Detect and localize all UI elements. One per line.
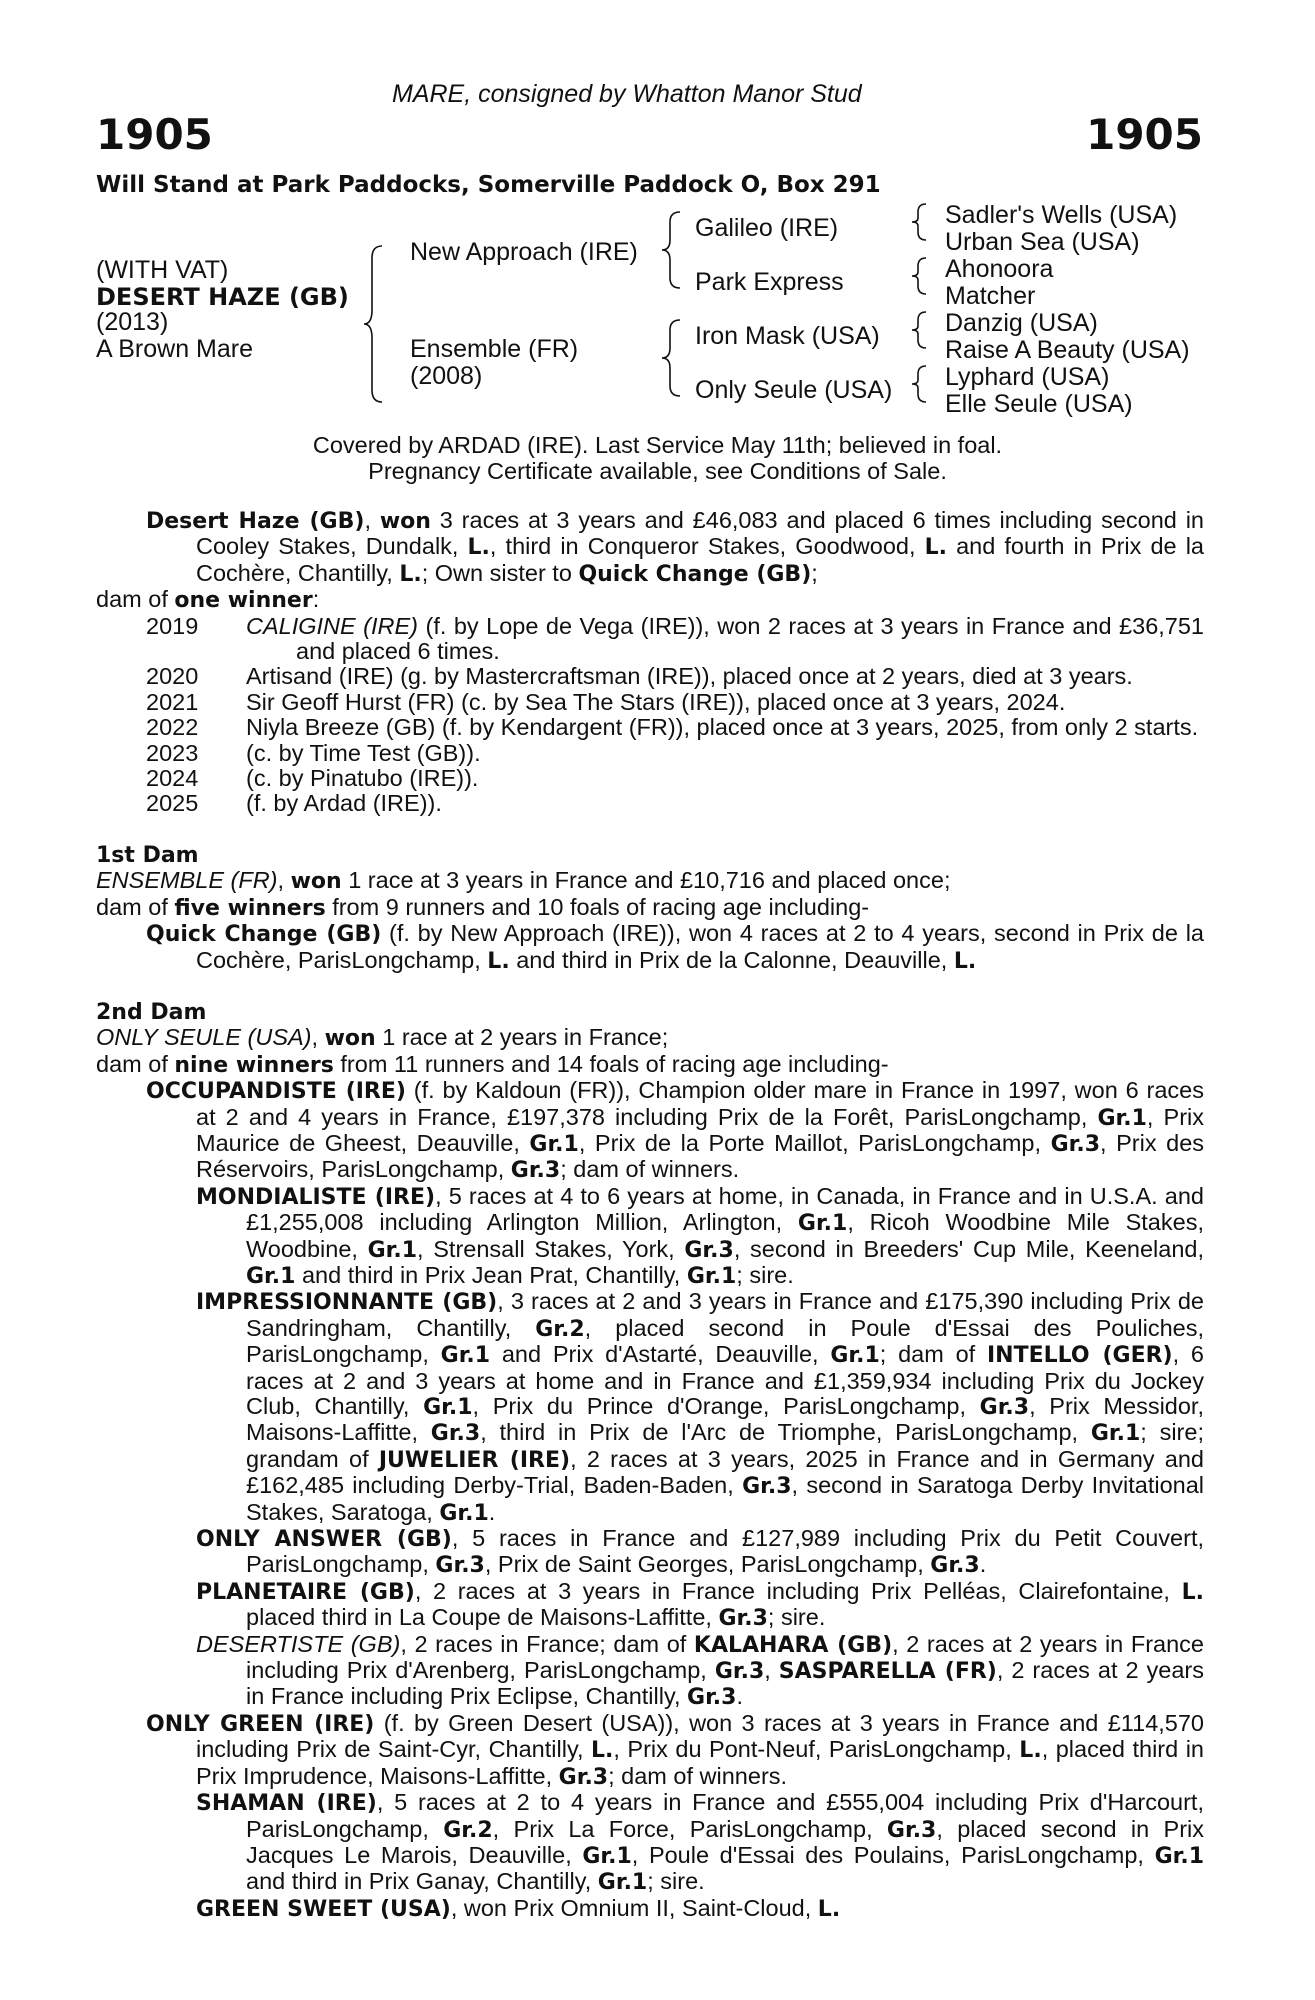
- gg-brace-2: [910, 256, 930, 296]
- sire-brace: [666, 210, 686, 290]
- shaman-entry: SHAMAN (IRE), 5 races at 2 to 4 years in France and £555,004 including Prix d'Harcourt, ParisLongchamp, Gr.2, Prix La Force, ParisLongchamp, Gr.3, placed second in Prix Jacques Le Marois, Deauville, Gr.1, Poule d'Essai des Poulains, ParisLongchamp, Gr.1 and third in Prix Ganay, Chantilly, Gr.1; sire.: [196, 1789, 1205, 1896]
- dam-name: Ensemble (FR): [410, 335, 579, 363]
- lot-number-left: 1905: [96, 110, 213, 159]
- foal-row: 2021 Sir Geoff Hurst (FR) (c. by Sea The Stars (IRE)), placed once at 3 years, 2024.: [146, 688, 1066, 715]
- first-dam-produce: dam of five winners from 9 runners and 10 foals of racing age including-: [96, 893, 870, 921]
- gg-brace-1: [910, 202, 930, 242]
- foal-row: 2024 (c. by Pinatubo (IRE)).: [146, 765, 479, 792]
- horse-description: A Brown Mare: [96, 335, 254, 363]
- horse-year: (2013): [96, 308, 169, 336]
- stabling-location: Will Stand at Park Paddocks, Somerville Paddock O, Box 291: [96, 172, 881, 198]
- planetaire-entry: PLANETAIRE (GB), 2 races at 3 years in France including Prix Pelléas, Clairefontaine, L. placed third in La Coupe de Maisons-Laffitte, Gr.3; sire.: [196, 1577, 1204, 1632]
- horse-name: DESERT HAZE (GB): [96, 283, 349, 311]
- sire-name: New Approach (IRE): [410, 238, 638, 266]
- mondialiste-entry: MONDIALISTE (IRE), 5 races at 4 to 6 years at home, in Canada, in France and in U.S.A. and £1,255,008 including Arlington Million, Arlington, Gr.1, Ricoh Woodbine Mile Stakes, Woodbine, Gr.1, Strensall Stakes, York, Gr.3, second in Breeders' Cup Mile, Keeneland, Gr.1 and third in Prix Jean Prat, Chantilly, Gr.1; sire.: [196, 1182, 1204, 1289]
- dam-dam-name: Only Seule (USA): [695, 376, 893, 404]
- gg-8: Elle Seule (USA): [945, 390, 1133, 418]
- lot-number-right: 1905: [1086, 110, 1203, 159]
- dam-of-line: dam of one winner:: [96, 586, 320, 614]
- pedigree-main-brace: [368, 244, 388, 404]
- desertiste-entry: DESERTISTE (GB), 2 races in France; dam of KALAHARA (GB), 2 races at 2 years in France including Prix d'Arenberg, ParisLongchamp, Gr.3, SASPARELLA (FR), 2 races at 2 years in France including Prix Eclipse, Chantilly, Gr.3.: [196, 1630, 1204, 1711]
- only-answer-entry: ONLY ANSWER (GB), 5 races in France and £127,989 including Prix du Petit Couvert, ParisLongchamp, Gr.3, Prix de Saint Georges, ParisLongchamp, Gr.3.: [196, 1525, 1204, 1579]
- gg-4: Matcher: [945, 282, 1036, 310]
- quick-change-entry: Quick Change (GB) (f. by New Approach (IRE)), won 4 races at 2 to 4 years, second in Prix de la Cochère, ParisLongchamp, L. and third in Prix de la Calonne, Deauville, L.: [146, 920, 1204, 974]
- second-dam-heading: 2nd Dam: [96, 999, 207, 1025]
- gg-brace-3: [910, 310, 930, 350]
- catalogue-body: [96, 508, 1204, 1922]
- second-dam-record: ONLY SEULE (USA), won 1 race at 2 years in France;: [96, 1024, 669, 1052]
- foal-row: 2022 Niyla Breeze (GB) (f. by Kendargent (FR)), placed once at 3 years, 2025, from only 2 starts.: [146, 714, 1199, 741]
- gg-6: Raise A Beauty (USA): [945, 336, 1190, 364]
- sire-sire-name: Galileo (IRE): [695, 214, 839, 242]
- foal-row: 2023 (c. by Time Test (GB)).: [146, 739, 481, 766]
- sire-dam-name: Park Express: [695, 268, 844, 296]
- impressionnante-entry: IMPRESSIONNANTE (GB), 3 races at 2 and 3 years in France and £175,390 including Prix de Sandringham, Chantilly, Gr.2, placed second in Poule d'Essai des Pouliches, ParisLongchamp, Gr.1 and Prix d'Astarté, Deauville, Gr.1; dam of INTELLO (GER), 6 races at 2 and 3 years at home and in France and £1,359,934 including Prix du Jockey Club, Chantilly, Gr.1, Prix du Prince d'Orange, ParisLongchamp, Gr.3, Prix Messidor, Maisons-Laffitte, Gr.3, third in Prix de l'Arc de Triomphe, ParisLongchamp, Gr.1; sire; grandam of JUWELIER (IRE), 2 races at 3 years, 2025 in France and in Germany and £162,485 including Derby-Trial, Baden-Baden, Gr.3, second in Saratoga Derby Invitational Stakes, Saratoga, Gr.1.: [196, 1288, 1204, 1526]
- dam-year: (2008): [410, 362, 483, 390]
- pregnancy-line: Pregnancy Certificate available, see Conditions of Sale.: [368, 458, 947, 484]
- first-dam-heading: 1st Dam: [96, 842, 199, 868]
- gg-1: Sadler's Wells (USA): [945, 201, 1178, 229]
- foal-row: 2020 Artisand (IRE) (g. by Mastercraftsman (IRE)), placed once at 2 years, died at 3 years.: [146, 663, 1133, 690]
- horse-record: Desert Haze (GB), won 3 races at 3 years and £46,083 and placed 6 times including second in Cooley Stakes, Dundalk, L., third in Conqueror Stakes, Goodwood, L. and fourth in Prix de la Cochère, Chantilly, L.; Own sister to Quick Change (GB);: [146, 507, 1205, 587]
- dam-sire-name: Iron Mask (USA): [695, 322, 880, 350]
- second-dam-produce: dam of nine winners from 11 runners and 14 foals of racing age including-: [96, 1050, 889, 1078]
- first-dam-record: ENSEMBLE (FR), won 1 race at 3 years in France and £10,716 and placed once;: [96, 867, 951, 895]
- only-green-entry: ONLY GREEN (IRE) (f. by Green Desert (USA)), won 3 races at 3 years in France and £114,570 including Prix de Saint-Cyr, Chantilly, L., Prix du Pont-Neuf, ParisLongchamp, L., placed third in Prix Imprudence, Maisons-Laffitte, Gr.3; dam of winners.: [146, 1709, 1205, 1790]
- gg-2: Urban Sea (USA): [945, 228, 1140, 256]
- vat-label: (WITH VAT): [96, 256, 229, 284]
- covered-line: Covered by ARDAD (IRE). Last Service May 11th; believed in foal.: [312, 432, 1003, 458]
- gg-brace-4: [910, 364, 930, 404]
- occupandiste-entry: OCCUPANDISTE (IRE) (f. by Kaldoun (FR)), Champion older mare in France in 1997, won 6 races at 2 and 4 years in France, £197,378 including Prix de la Forêt, ParisLongchamp, Gr.1, Prix Maurice de Gheest, Deauville, Gr.1, Prix de la Porte Maillot, ParisLongchamp, Gr.3, Prix des Réservoirs, ParisLongchamp, Gr.3; dam of winners.: [146, 1077, 1205, 1184]
- dam-brace: [666, 318, 686, 398]
- gg-7: Lyphard (USA): [945, 363, 1110, 391]
- foal-row: 2019 CALIGINE (IRE) (f. by Lope de Vega (IRE)), won 2 races at 3 years in France and £36,751 and placed 6 times.: [146, 612, 1204, 665]
- gg-5: Danzig (USA): [945, 309, 1098, 337]
- green-sweet-entry: GREEN SWEET (USA), won Prix Omnium II, Saint-Cloud, L.: [196, 1894, 841, 1922]
- consignment-line: MARE, consigned by Whatton Manor Stud: [392, 80, 862, 108]
- gg-3: Ahonoora: [945, 255, 1054, 283]
- foal-row: 2025 (f. by Ardad (IRE)).: [146, 790, 442, 817]
